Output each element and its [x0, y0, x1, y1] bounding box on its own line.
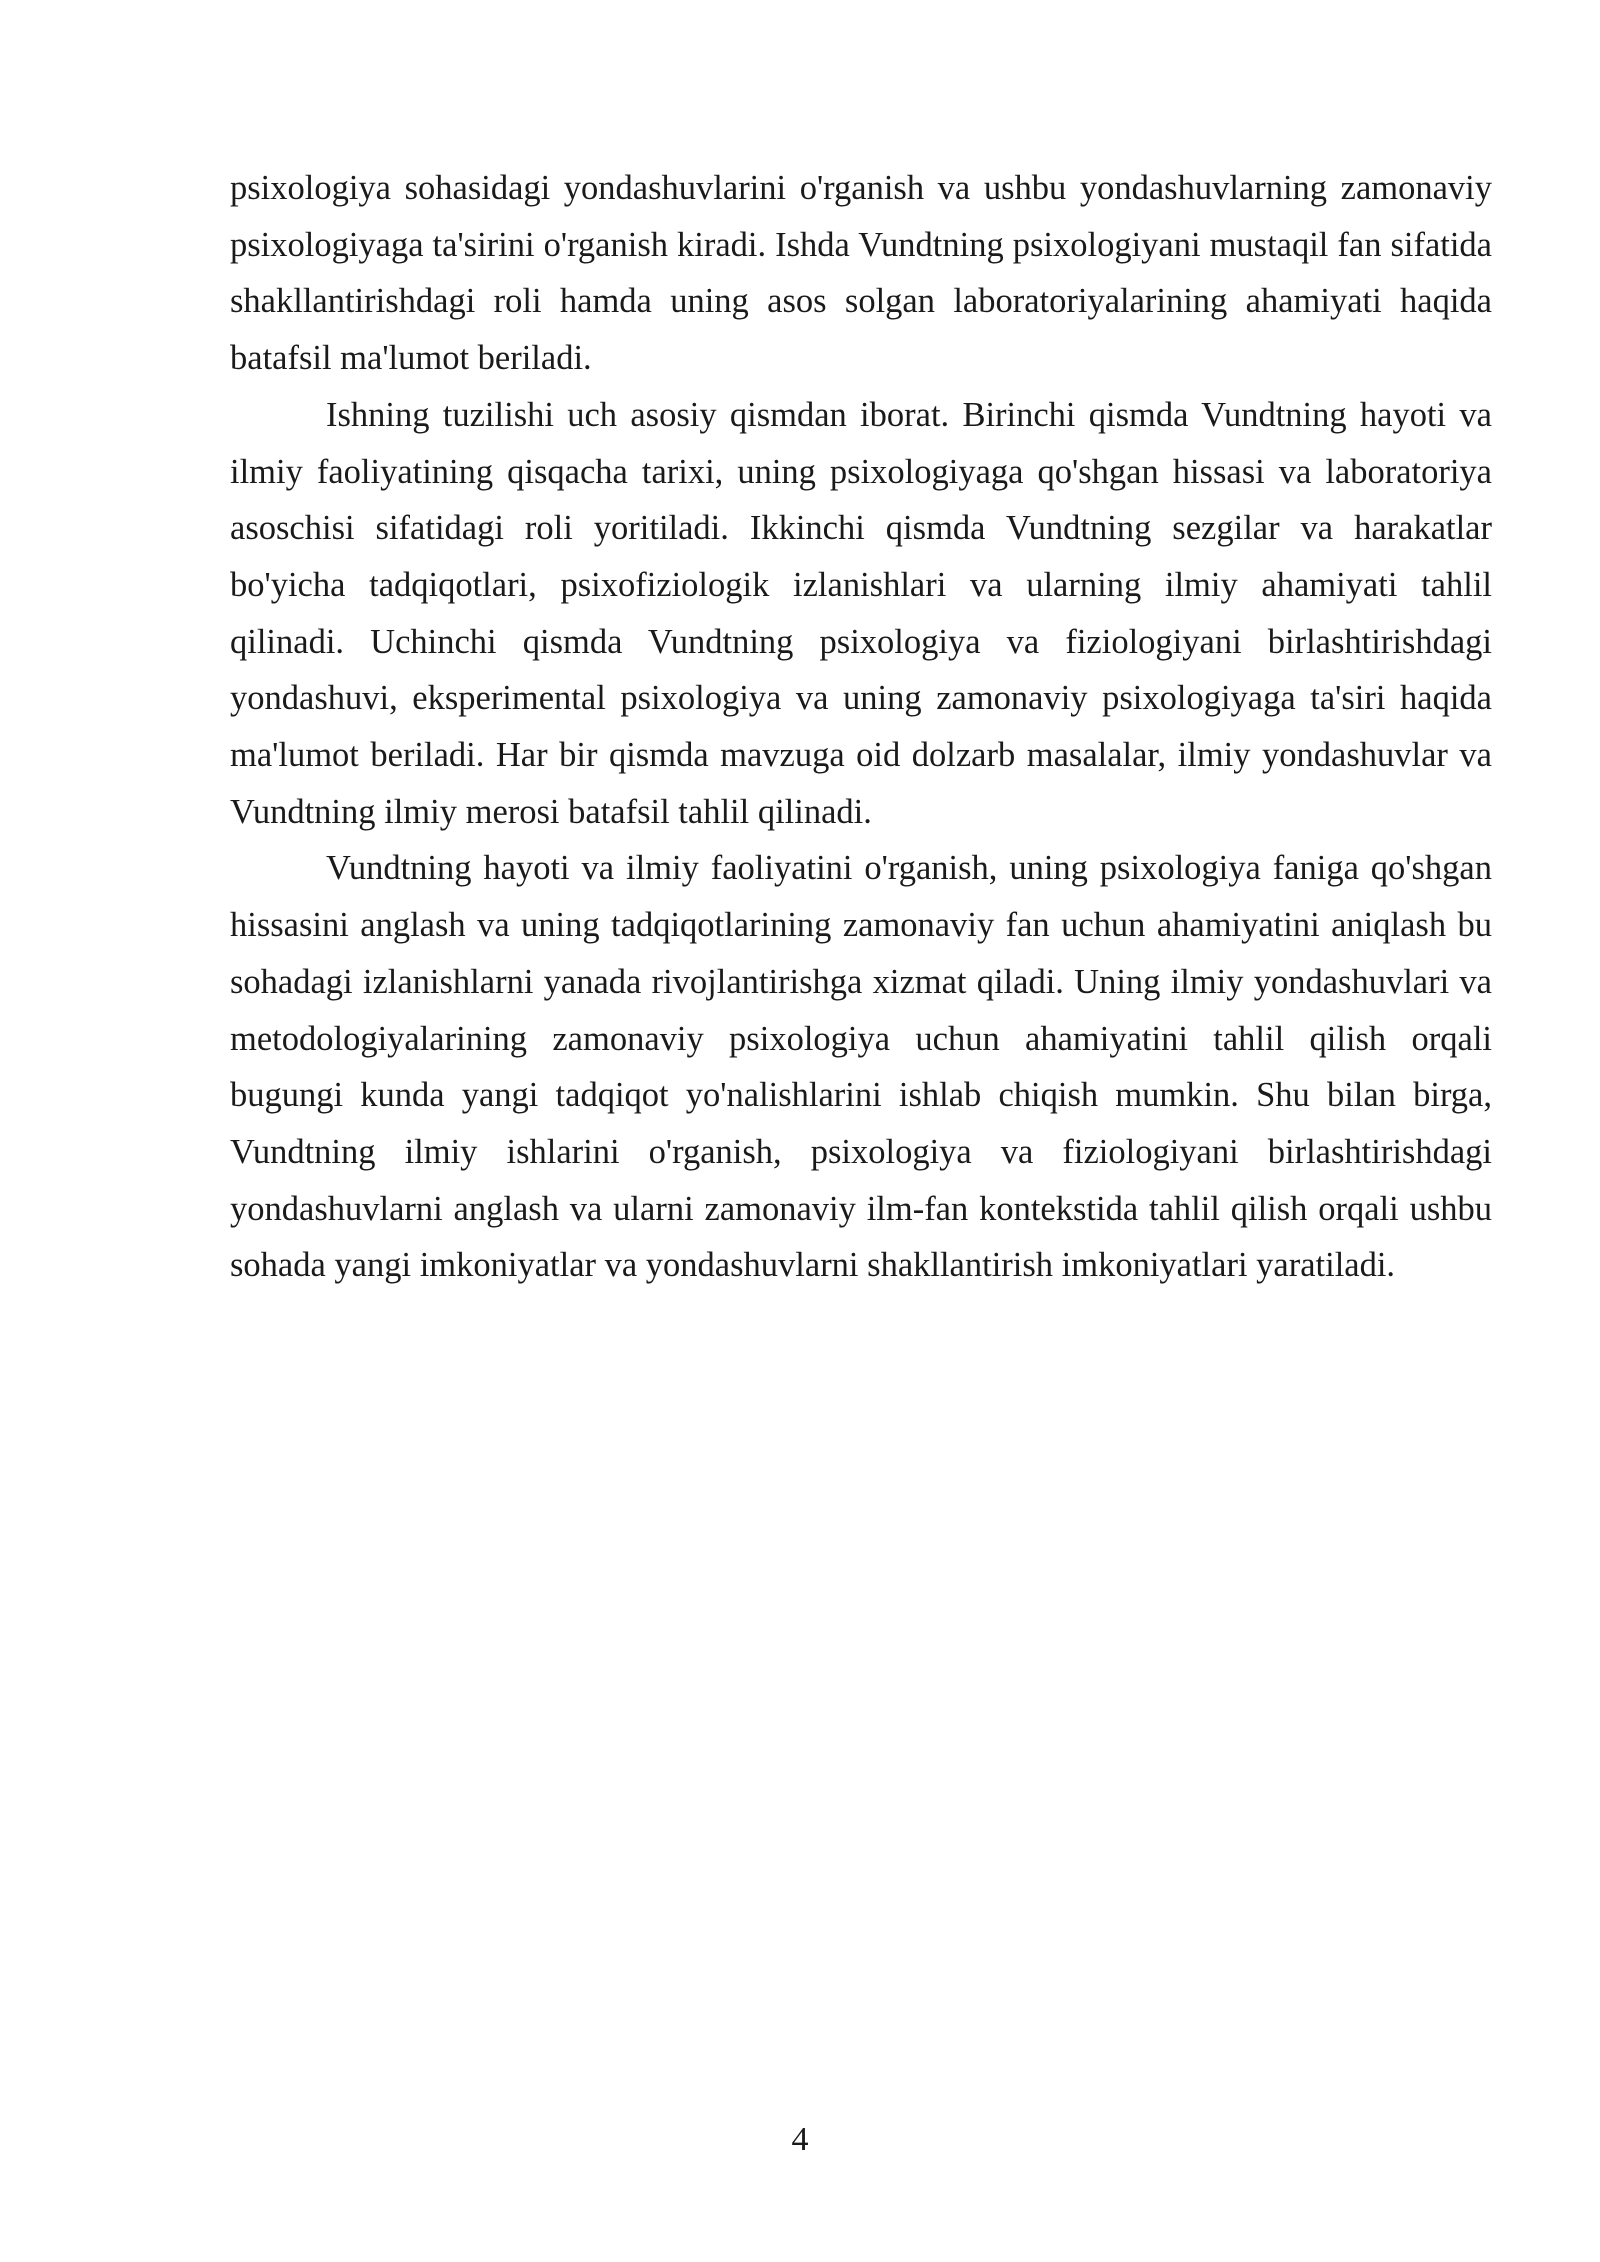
body-text [230, 160, 1492, 1294]
paragraph-continuation: psixologiya sohasidagi yondashuvlarini o'rganish va ushbu yondashuvlarning zamonaviy psixologiyaga ta'sirini o'rganish kiradi. Ishda Vundtning psixologiyani mustaqil fan sifatida shakllantirishdagi roli hamda uning asos solgan laboratoriyalarining ahamiyati haqida batafsil ma'lumot beriladi. [230, 169, 1492, 378]
paragraph-structure: Ishning tuzilishi uch asosiy qismdan iborat. Birinchi qismda Vundtning hayoti va ilmiy faoliyatining qisqacha tarixi, uning psixologiyaga qo'shgan hissasi va laboratoriya asoschisi sifatidagi roli yoritiladi. Ikkinchi qismda Vundtning sezgilar va harakatlar bo'yicha tadqiqotlari, psixofiziologik izlanishlari va ularning ilmiy ahamiyati tahlil qilinadi. Uchinchi qismda Vundtning psixologiya va fiziologiyani birlashtirishdagi yondashuvi, eksperimental psixologiya va uning zamonaviy psixologiyaga ta'siri haqida ma'lumot beriladi. Har bir qismda mavzuga oid dolzarb masalalar, ilmiy yondashuvlar va Vundtning ilmiy merosi batafsil tahlil qilinadi. [230, 395, 1492, 831]
paragraph-significance: Vundtning hayoti va ilmiy faoliyatini o'rganish, uning psixologiya faniga qo'shgan hissasini anglash va uning tadqiqotlarining zamonaviy fan uchun ahamiyatini aniqlash bu sohadagi izlanishlarni yanada rivojlantirishga xizmat qiladi. Uning ilmiy yondashuvlari va metodologiyalarining zamonaviy psixologiya uchun ahamiyatini tahlil qilish orqali bugungi kunda yangi tadqiqot yo'nalishlarini ishlab chiqish mumkin. Shu bilan birga, Vundtning ilmiy ishlarini o'rganish, psixologiya va fiziologiyani birlashtirishdagi yondashuvlarni anglash va ularni zamonaviy ilm-fan kontekstida tahlil qilish orqali ushbu sohada yangi imkoniyatlar va yondashuvlarni shakllantirish imkoniyatlari yaratiladi. [230, 849, 1492, 1285]
page-number: 4 [791, 2121, 809, 2158]
